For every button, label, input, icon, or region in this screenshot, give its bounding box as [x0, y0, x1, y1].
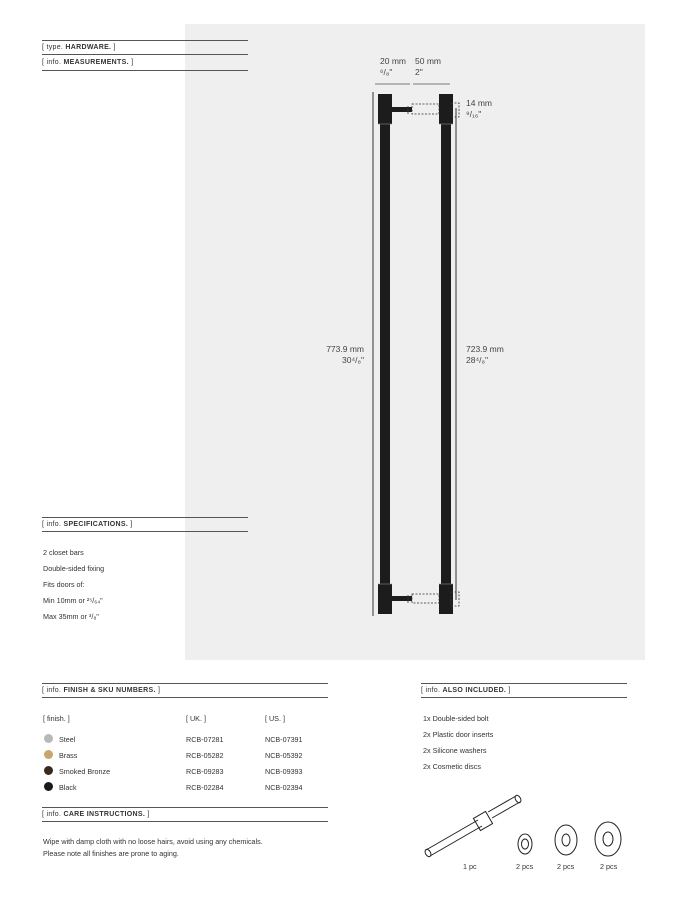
finish-column-header: [ finish. ] [43, 714, 70, 723]
silicone-washer-icon [555, 825, 577, 855]
us-sku: NCB-05392 [265, 751, 303, 760]
included-item: 2x Cosmetic discs [423, 762, 481, 771]
care-text: Wipe with damp cloth with no loose hairs, avoid using any chemicals. [43, 837, 263, 846]
center-length-dimension: 723.9 mm 28⁴/₈" [466, 344, 504, 365]
part-count: 1 pc [463, 862, 477, 871]
care-header: [ info. CARE INSTRUCTIONS. ] [42, 807, 328, 822]
total-length-dimension: 773.9 mm 30⁴/₈" [326, 344, 364, 365]
included-parts-illustration [420, 790, 630, 862]
uk-sku: RCB-02284 [186, 783, 224, 792]
finish-name: Steel [59, 735, 76, 744]
spec-item: 2 closet bars [43, 548, 84, 557]
included-header: [ info. ALSO INCLUDED. ] [421, 683, 627, 698]
part-count: 2 pcs [516, 862, 534, 871]
us-sku: NCB-07391 [265, 735, 303, 744]
us-sku: NCB-02394 [265, 783, 303, 792]
uk-sku: RCB-05282 [186, 751, 224, 760]
spec-item: Double-sided fixing [43, 564, 105, 573]
finish-name: Brass [59, 751, 78, 760]
uk-sku: RCB-09283 [186, 767, 224, 776]
part-count: 2 pcs [600, 862, 618, 871]
uk-sku: RCB-07281 [186, 735, 224, 744]
type-header: [ type. HARDWARE. ] [42, 40, 248, 55]
included-item: 2x Silicone washers [423, 746, 487, 755]
cosmetic-disc-icon [595, 822, 621, 856]
plastic-insert-icon [518, 834, 532, 854]
finish-name: Smoked Bronze [59, 767, 111, 776]
specifications-header: [ info. SPECIFICATIONS. ] [42, 517, 248, 532]
brass-swatch [44, 750, 53, 759]
black-swatch [44, 782, 53, 791]
steel-swatch [44, 734, 53, 743]
smoked-bronze-swatch [44, 766, 53, 775]
finish-header: [ info. FINISH & SKU NUMBERS. ] [42, 683, 328, 698]
us-sku: NCB-09393 [265, 767, 303, 776]
included-item: 2x Plastic door inserts [423, 730, 494, 739]
double-sided-bolt-icon [424, 794, 522, 857]
care-text: Please note all finishes are prone to aging. [43, 849, 179, 858]
spec-item: Min 10mm or ²⁵/₆₄" [43, 596, 103, 605]
finish-name: Black [59, 783, 77, 792]
uk-column-header: [ UK. ] [186, 714, 206, 723]
width-dimension: 20 mm ⁶/₈" [380, 56, 406, 77]
fixing-dimension: 14 mm ⁹/₁₆" [466, 98, 492, 119]
closet-bar-drawing [185, 24, 645, 660]
part-count: 2 pcs [557, 862, 575, 871]
included-item: 1x Double-sided bolt [423, 714, 489, 723]
spec-item: Fits doors of: [43, 580, 85, 589]
spec-item: Max 35mm or ³/₈" [43, 612, 99, 621]
measurements-header: [ info. MEASUREMENTS. ] [42, 56, 248, 71]
spacing-dimension: 50 mm 2" [415, 56, 441, 77]
us-column-header: [ US. ] [265, 714, 285, 723]
